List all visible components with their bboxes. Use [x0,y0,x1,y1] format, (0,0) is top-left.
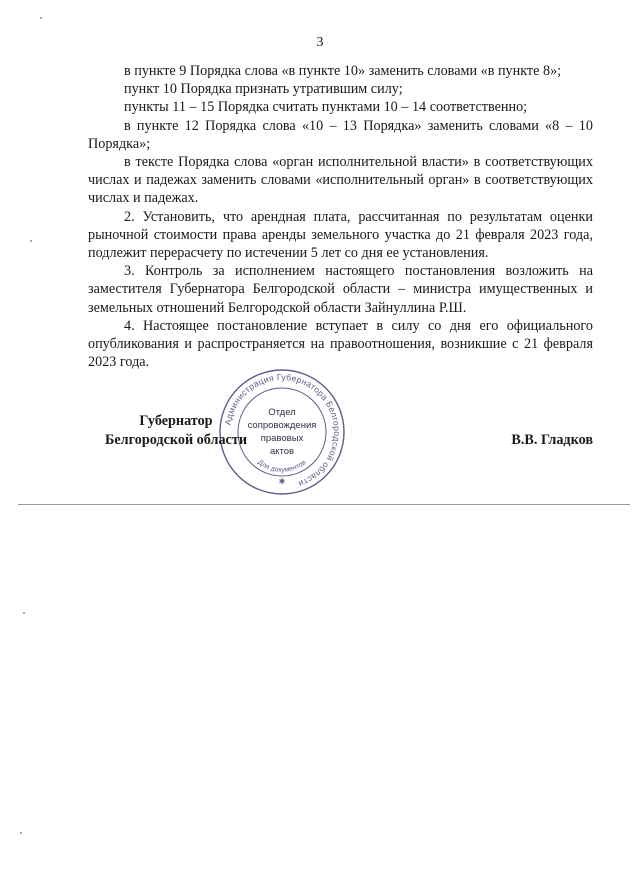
stamp-center-text: правовых [260,433,304,444]
paragraph: в пункте 9 Порядка слова «в пункте 10» заменить словами «в пункте 8»; [124,63,562,79]
paragraph: в пункте 12 Порядка слова «10 – 13 Порядка» заменить словами «8 – 10 Порядка»; [88,117,593,152]
paragraph: в тексте Порядка слова «орган исполнительной власти» в соответствующих числах и падежах заменить словами «исполнительный орган» в соответствующих числах и падежах. [88,154,593,207]
stamp-bottom-text: Для документов [256,459,308,474]
signature-position-line: Губернатор [139,413,213,429]
stamp-star-icon: ✱ [278,477,286,486]
paragraph: 2. Установить, что арендная плата, рассчитанная по результатам оценки рыночной стоимости права аренды земельного участка до 21 февраля 2023 года, подлежит перерасчету по истечении 5 лет со дня ее установления. [88,208,593,262]
document-body [88,62,593,371]
scan-speck [40,17,42,19]
scan-speck [20,832,22,834]
page-divider [18,504,630,505]
page-number: 3 [316,35,324,50]
stamp-outer-text: Администрация Губернатора Белгородской области [222,371,343,490]
stamp-center-text: сопровождения [247,420,317,431]
paragraph: пункт 10 Порядка признать утратившим силу; [124,81,403,98]
paragraph: 4. Настоящее постановление вступает в силу со дня его официального опубликования и распространяется на правоотношения, возникшие с 21 февраля 2023 года. [88,317,593,371]
scan-speck [23,612,25,614]
stamp-center-text: Отдел [268,407,296,418]
signature-position-line: Белгородской области [105,432,247,448]
signature-position [96,412,256,450]
stamp-center-text: актов [269,446,295,457]
signature-name: В.В. Гладков [511,432,593,448]
paragraph: пункты 11 – 15 Порядка считать пунктами 10 – 14 соответственно; [124,99,528,116]
paragraph: 3. Контроль за исполнением настоящего постановления возложить на заместителя Губернатора Белгородской области – министра имущественных и земельных отношений Белгородской области Зайнуллина Р.Ш. [88,263,593,316]
scan-speck [30,240,32,242]
